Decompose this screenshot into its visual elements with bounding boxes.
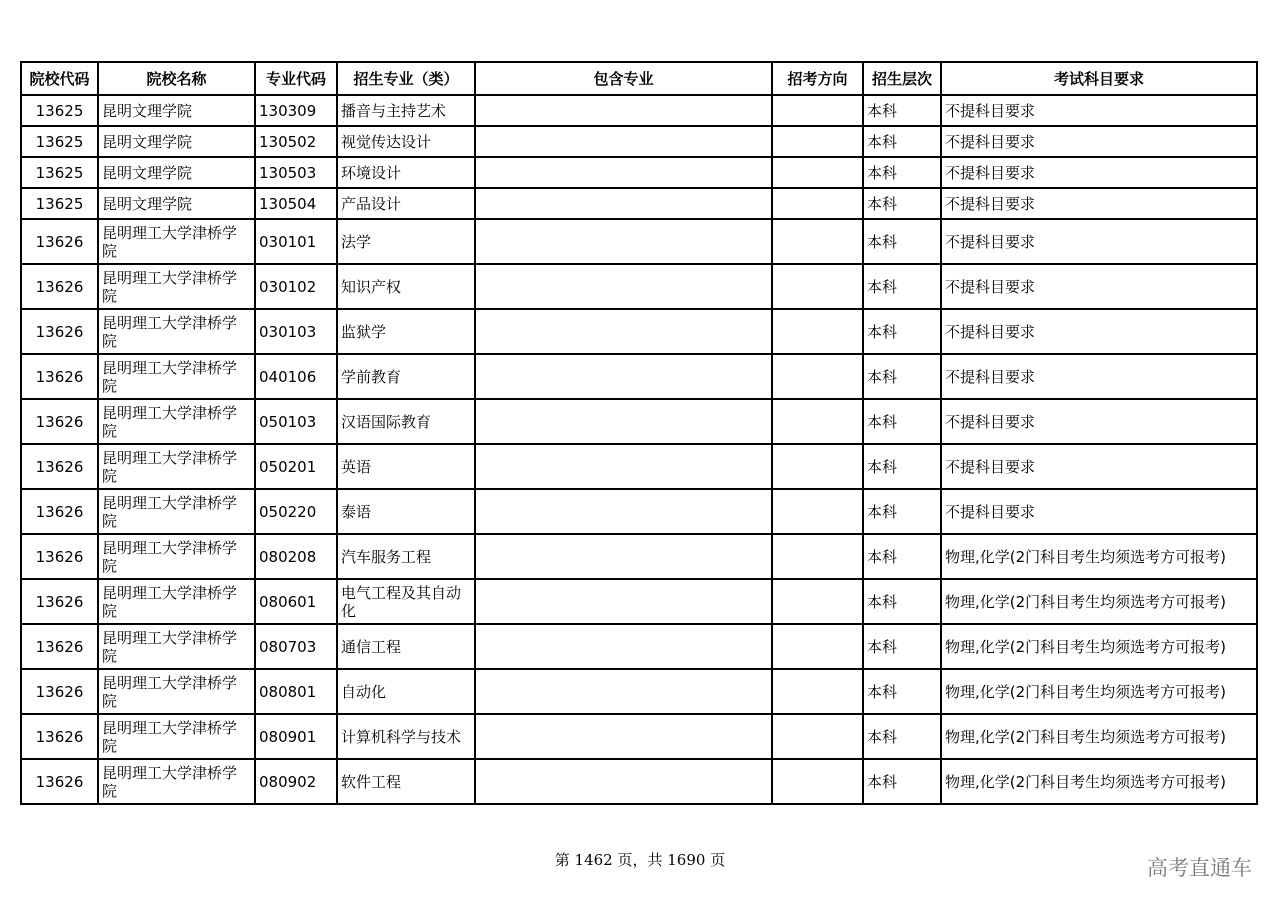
requirement-cell: 物理,化学(2门科目考生均须选考方可报考) (941, 669, 1257, 714)
school-code-cell: 13626 (21, 399, 98, 444)
school-code-cell: 13625 (21, 126, 98, 157)
table-row (21, 669, 1257, 714)
school-code-cell: 13626 (21, 219, 98, 264)
enrollment-table (20, 61, 1258, 805)
direction-cell (772, 95, 863, 126)
included-majors-cell (475, 309, 772, 354)
direction-cell (772, 714, 863, 759)
requirement-cell: 不提科目要求 (941, 309, 1257, 354)
table-row (21, 579, 1257, 624)
major-cell: 软件工程 (337, 759, 475, 804)
level-cell: 本科 (863, 489, 941, 534)
major-code-cell: 130502 (255, 126, 337, 157)
major-code-cell: 040106 (255, 354, 337, 399)
major-cell: 通信工程 (337, 624, 475, 669)
major-code-cell: 050103 (255, 399, 337, 444)
major-code-cell: 080703 (255, 624, 337, 669)
major-code-cell: 130309 (255, 95, 337, 126)
school-name-cell: 昆明理工大学津桥学院 (98, 489, 255, 534)
requirement-cell: 物理,化学(2门科目考生均须选考方可报考) (941, 579, 1257, 624)
major-cell: 汉语国际教育 (337, 399, 475, 444)
table-row (21, 95, 1257, 126)
major-cell: 电气工程及其自动化 (337, 579, 475, 624)
school-code-cell: 13626 (21, 714, 98, 759)
level-cell: 本科 (863, 579, 941, 624)
level-cell: 本科 (863, 399, 941, 444)
school-name-cell: 昆明文理学院 (98, 126, 255, 157)
major-code-cell: 080801 (255, 669, 337, 714)
watermark: 高考直通车 (1147, 856, 1252, 880)
major-code-cell: 080902 (255, 759, 337, 804)
level-cell: 本科 (863, 759, 941, 804)
requirement-cell: 不提科目要求 (941, 489, 1257, 534)
included-majors-cell (475, 126, 772, 157)
school-name-cell: 昆明理工大学津桥学院 (98, 264, 255, 309)
major-code-cell: 130504 (255, 188, 337, 219)
table-row (21, 354, 1257, 399)
included-majors-cell (475, 759, 772, 804)
major-cell: 产品设计 (337, 188, 475, 219)
requirement-cell: 物理,化学(2门科目考生均须选考方可报考) (941, 534, 1257, 579)
direction-cell (772, 669, 863, 714)
school-code-cell: 13626 (21, 624, 98, 669)
requirement-cell: 物理,化学(2门科目考生均须选考方可报考) (941, 759, 1257, 804)
table-row (21, 126, 1257, 157)
major-code-cell: 080901 (255, 714, 337, 759)
major-cell: 法学 (337, 219, 475, 264)
major-cell: 泰语 (337, 489, 475, 534)
direction-cell (772, 399, 863, 444)
school-name-cell: 昆明理工大学津桥学院 (98, 309, 255, 354)
school-code-cell: 13626 (21, 444, 98, 489)
header-included-majors: 包含专业 (475, 62, 772, 95)
level-cell: 本科 (863, 624, 941, 669)
school-name-cell: 昆明理工大学津桥学院 (98, 354, 255, 399)
major-cell: 计算机科学与技术 (337, 714, 475, 759)
included-majors-cell (475, 157, 772, 188)
requirement-cell: 物理,化学(2门科目考生均须选考方可报考) (941, 624, 1257, 669)
included-majors-cell (475, 399, 772, 444)
table-row (21, 399, 1257, 444)
included-majors-cell (475, 264, 772, 309)
requirement-cell: 物理,化学(2门科目考生均须选考方可报考) (941, 714, 1257, 759)
school-code-cell: 13626 (21, 669, 98, 714)
requirement-cell: 不提科目要求 (941, 444, 1257, 489)
header-school-name: 院校名称 (98, 62, 255, 95)
header-school-code: 院校代码 (21, 62, 98, 95)
school-name-cell: 昆明理工大学津桥学院 (98, 444, 255, 489)
school-code-cell: 13626 (21, 759, 98, 804)
header-major: 招生专业（类） (337, 62, 475, 95)
major-code-cell: 050201 (255, 444, 337, 489)
major-code-cell: 080208 (255, 534, 337, 579)
school-code-cell: 13625 (21, 95, 98, 126)
major-code-cell: 030103 (255, 309, 337, 354)
direction-cell (772, 534, 863, 579)
direction-cell (772, 444, 863, 489)
school-name-cell: 昆明文理学院 (98, 188, 255, 219)
level-cell: 本科 (863, 126, 941, 157)
school-name-cell: 昆明理工大学津桥学院 (98, 759, 255, 804)
table-header-row (21, 62, 1257, 95)
included-majors-cell (475, 669, 772, 714)
table-row (21, 309, 1257, 354)
header-requirement: 考试科目要求 (941, 62, 1257, 95)
direction-cell (772, 759, 863, 804)
table-row (21, 157, 1257, 188)
table-row (21, 444, 1257, 489)
major-code-cell: 130503 (255, 157, 337, 188)
direction-cell (772, 579, 863, 624)
major-cell: 自动化 (337, 669, 475, 714)
table-row (21, 624, 1257, 669)
major-cell: 环境设计 (337, 157, 475, 188)
level-cell: 本科 (863, 354, 941, 399)
school-code-cell: 13626 (21, 579, 98, 624)
school-code-cell: 13625 (21, 157, 98, 188)
table-row (21, 219, 1257, 264)
included-majors-cell (475, 95, 772, 126)
direction-cell (772, 126, 863, 157)
school-code-cell: 13626 (21, 489, 98, 534)
direction-cell (772, 188, 863, 219)
school-name-cell: 昆明理工大学津桥学院 (98, 714, 255, 759)
table-row (21, 264, 1257, 309)
direction-cell (772, 309, 863, 354)
requirement-cell: 不提科目要求 (941, 264, 1257, 309)
included-majors-cell (475, 444, 772, 489)
school-name-cell: 昆明理工大学津桥学院 (98, 534, 255, 579)
direction-cell (772, 354, 863, 399)
table-row (21, 489, 1257, 534)
level-cell: 本科 (863, 309, 941, 354)
major-cell: 学前教育 (337, 354, 475, 399)
included-majors-cell (475, 354, 772, 399)
direction-cell (772, 157, 863, 188)
major-code-cell: 050220 (255, 489, 337, 534)
school-name-cell: 昆明理工大学津桥学院 (98, 219, 255, 264)
school-name-cell: 昆明理工大学津桥学院 (98, 624, 255, 669)
requirement-cell: 不提科目要求 (941, 399, 1257, 444)
level-cell: 本科 (863, 219, 941, 264)
requirement-cell: 不提科目要求 (941, 188, 1257, 219)
requirement-cell: 不提科目要求 (941, 126, 1257, 157)
table-row (21, 534, 1257, 579)
major-code-cell: 030101 (255, 219, 337, 264)
table-row (21, 759, 1257, 804)
level-cell: 本科 (863, 444, 941, 489)
requirement-cell: 不提科目要求 (941, 219, 1257, 264)
level-cell: 本科 (863, 714, 941, 759)
included-majors-cell (475, 624, 772, 669)
school-code-cell: 13626 (21, 264, 98, 309)
school-code-cell: 13626 (21, 534, 98, 579)
major-code-cell: 080601 (255, 579, 337, 624)
requirement-cell: 不提科目要求 (941, 95, 1257, 126)
major-cell: 播音与主持艺术 (337, 95, 475, 126)
included-majors-cell (475, 579, 772, 624)
major-cell: 英语 (337, 444, 475, 489)
included-majors-cell (475, 188, 772, 219)
level-cell: 本科 (863, 188, 941, 219)
school-code-cell: 13626 (21, 354, 98, 399)
table-row (21, 188, 1257, 219)
school-code-cell: 13625 (21, 188, 98, 219)
school-name-cell: 昆明文理学院 (98, 157, 255, 188)
table-body (21, 95, 1257, 804)
school-name-cell: 昆明理工大学津桥学院 (98, 669, 255, 714)
requirement-cell: 不提科目要求 (941, 157, 1257, 188)
direction-cell (772, 219, 863, 264)
school-code-cell: 13626 (21, 309, 98, 354)
school-name-cell: 昆明文理学院 (98, 95, 255, 126)
direction-cell (772, 264, 863, 309)
requirement-cell: 不提科目要求 (941, 354, 1257, 399)
major-cell: 视觉传达设计 (337, 126, 475, 157)
header-major-code: 专业代码 (255, 62, 337, 95)
level-cell: 本科 (863, 157, 941, 188)
major-code-cell: 030102 (255, 264, 337, 309)
page-number: 第 1462 页，共 1690 页 (554, 851, 726, 869)
level-cell: 本科 (863, 95, 941, 126)
major-cell: 监狱学 (337, 309, 475, 354)
level-cell: 本科 (863, 534, 941, 579)
school-name-cell: 昆明理工大学津桥学院 (98, 399, 255, 444)
header-direction: 招考方向 (772, 62, 863, 95)
level-cell: 本科 (863, 264, 941, 309)
direction-cell (772, 624, 863, 669)
major-cell: 汽车服务工程 (337, 534, 475, 579)
table-row (21, 714, 1257, 759)
level-cell: 本科 (863, 669, 941, 714)
included-majors-cell (475, 219, 772, 264)
direction-cell (772, 489, 863, 534)
included-majors-cell (475, 489, 772, 534)
major-cell: 知识产权 (337, 264, 475, 309)
included-majors-cell (475, 714, 772, 759)
school-name-cell: 昆明理工大学津桥学院 (98, 579, 255, 624)
included-majors-cell (475, 534, 772, 579)
header-level: 招生层次 (863, 62, 941, 95)
